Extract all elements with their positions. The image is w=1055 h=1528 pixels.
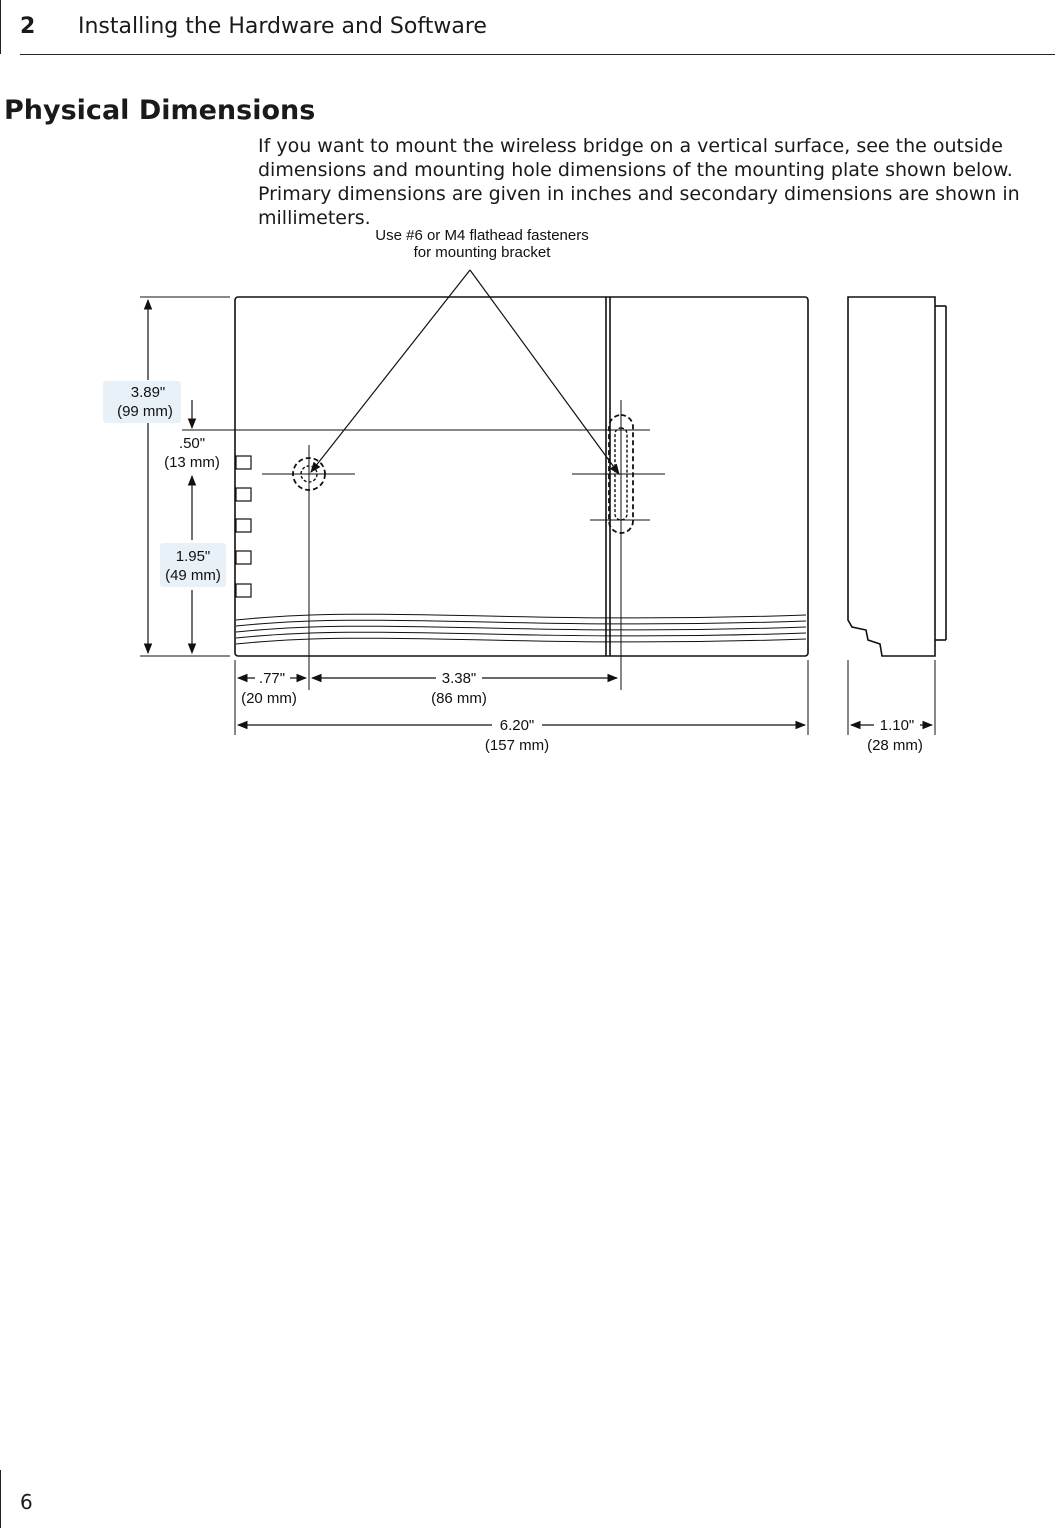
width-in-label: 6.20" (499, 717, 535, 734)
height-in-label: 3.89" (130, 384, 166, 401)
callout-line-1: Use #6 or M4 flathead fasteners (375, 227, 589, 244)
callout-arrows (311, 270, 619, 474)
section-body-text: If you want to mount the wireless bridge on a vertical surface, see the outside dimensions and mounting hole dimensions of the mounting plate shown below. Primary dimensions are given in inches and secondary dimensions are shown in millimeters. (258, 135, 1020, 229)
chapter-number: 2 (20, 14, 36, 39)
mounting-plate-side (848, 297, 946, 656)
dimension-lines (148, 300, 932, 725)
chapter-title: Installing the Hardware and Software (78, 14, 487, 39)
section-title: Physical Dimensions (4, 95, 316, 126)
mounting-plate-front (235, 297, 808, 656)
hole-spacing-in-label: 3.38" (441, 670, 477, 687)
depth-in-label: 1.10" (879, 717, 915, 734)
top-hole-in-label: .50" (178, 435, 206, 452)
top-hole-mm-label: (13 mm) (164, 454, 220, 471)
height-mm-label: (99 mm) (117, 403, 173, 420)
hole-span-in-label: 1.95" (175, 548, 211, 565)
width-mm-label: (157 mm) (484, 737, 550, 754)
depth-mm-label: (28 mm) (867, 737, 923, 754)
hole-spacing-mm-label: (86 mm) (431, 690, 487, 707)
hole-span-mm-label: (49 mm) (165, 567, 221, 584)
left-hole-mm-label: (20 mm) (241, 690, 297, 707)
footer-vertical-rule (0, 1470, 1, 1528)
page-number: 6 (20, 1490, 33, 1514)
left-hole-in-label: .77" (258, 670, 286, 687)
mounting-holes (262, 400, 665, 690)
callout-line-2: for mounting bracket (413, 244, 551, 261)
